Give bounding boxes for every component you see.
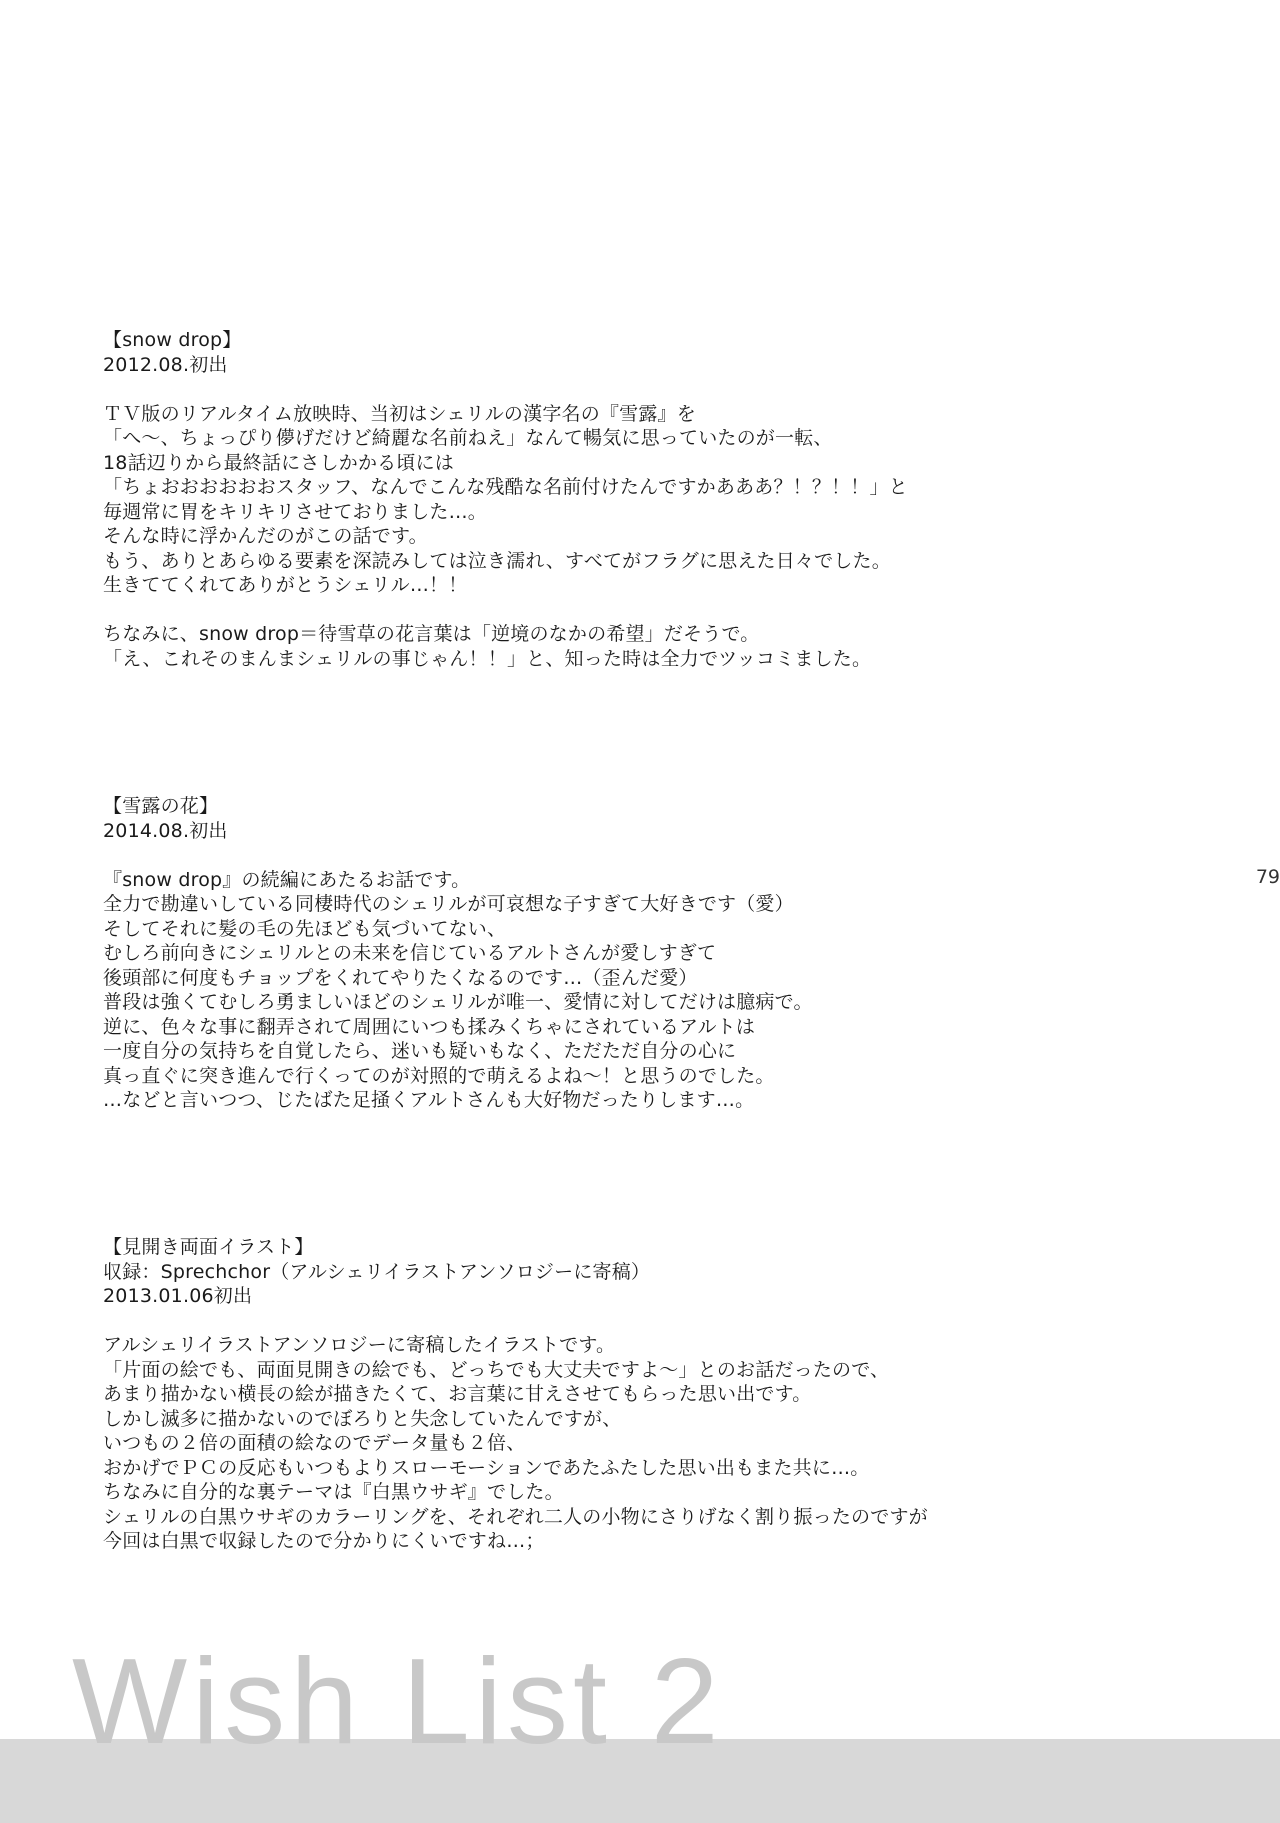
body-text-line: ちなみに、snow drop＝待雪草の花言葉は「逆境のなかの希望」だそうで。 bbox=[103, 623, 760, 645]
body-text-line: 真っ直ぐに突き進んで行くってのが対照的で萌えるよね～！と思うのでした。 bbox=[103, 1064, 775, 1087]
body-text-line: 「片面の絵でも、両面見開きの絵でも、どっちでも大丈夫ですよ～」とのお話だったので、 bbox=[103, 1358, 890, 1381]
body-text-line: 後頭部に何度もチョップをくれてやりたくなるのです…（歪んだ愛） bbox=[103, 966, 698, 989]
body-text-line: むしろ前向きにシェリルとの未来を信じているアルトさんが愛しすぎて bbox=[103, 942, 717, 964]
body-text-line: そんな時に浮かんだのがこの話です。 bbox=[103, 525, 428, 547]
section-title: 【見開き両面イラスト】 bbox=[103, 1236, 314, 1258]
page-number: 79 bbox=[1255, 866, 1280, 888]
body-text-line: 普段は強くてむしろ勇ましいほどのシェリルが唯一、愛情に対してだけは臆病で。 bbox=[103, 991, 813, 1013]
paragraph-gap bbox=[103, 598, 1103, 623]
afterword-section-mihiraki-illust bbox=[103, 1235, 1103, 1554]
body-text-line: シェリルの白黒ウサギのカラーリングを、それぞれ二人の小物にさりげなく割り振ったのですが bbox=[103, 1505, 928, 1528]
body-text-line: あまり描かない横長の絵が描きたくて、お言葉に甘えさせてもらった思い出です。 bbox=[103, 1383, 812, 1405]
paragraph-gap bbox=[103, 1309, 1103, 1334]
body-text-line: ちなみに自分的な裏テーマは『白黒ウサギ』でした。 bbox=[103, 1481, 564, 1503]
paragraph-gap bbox=[103, 377, 1103, 402]
section-meta-line: 収録：Sprechchor（アルシェリイラストアンソロジーに寄稿） bbox=[103, 1260, 651, 1283]
body-text-line: 「え、これそのまんまシェリルの事じゃん！！」と、知った時は全力でツッコミました。 bbox=[103, 647, 872, 670]
paragraph-gap bbox=[103, 843, 1103, 868]
body-text-line: 逆に、色々な事に翻弄されて周囲にいつも揉みくちゃにされているアルトは bbox=[103, 1015, 756, 1038]
footer-title: Wish List 2 bbox=[72, 1633, 724, 1769]
afterword-section-yuki-tsuyu-no-hana bbox=[103, 794, 1103, 1113]
body-text-line: 一度自分の気持ちを自覚したら、迷いも疑いもなく、ただただ自分の心に bbox=[103, 1040, 737, 1062]
body-text-line: そしてそれに髪の毛の先ほども気づいてない、 bbox=[103, 917, 507, 940]
section-title: 【snow drop】 bbox=[103, 329, 242, 351]
body-text-line: しかし滅多に描かないのでぼろりと失念していたんですが、 bbox=[103, 1407, 622, 1430]
body-text-line: 「ちょおおおおおおスタッフ、なんでこんな残酷な名前付けたんですかあああ？！？！！」と bbox=[103, 476, 908, 498]
body-text-line: いつもの２倍の面積の絵なのでデータ量も２倍、 bbox=[103, 1432, 526, 1454]
body-text-line: おかげでＰＣの反応もいつもよりスローモーションであたふたした思い出もまた共に…。 bbox=[103, 1456, 870, 1479]
body-text-line: 「へ～、ちょっぴり儚げだけど綺麗な名前ねえ」なんて暢気に思っていたのが一転、 bbox=[103, 427, 833, 449]
afterword-section-snow-drop bbox=[103, 328, 1103, 671]
body-text-line: 今回は白黒で収録したので分かりにくいですね…； bbox=[103, 1530, 545, 1552]
body-text-line: 全力で勘違いしている同棲時代のシェリルが可哀想な子すぎて大好きです（愛） bbox=[103, 893, 794, 915]
section-meta-line: 2013.01.06初出 bbox=[103, 1285, 253, 1307]
body-text-line: …などと言いつつ、じたばた足掻くアルトさんも大好物だったりします…。 bbox=[103, 1089, 755, 1111]
section-title: 【雪露の花】 bbox=[103, 795, 219, 817]
body-text-line: 『snow drop』の続編にあたるお話です。 bbox=[103, 868, 471, 891]
body-text-line: もう、ありとあらゆる要素を深読みしては泣き濡れ、すべてがフラグに思えた日々でした。 bbox=[103, 549, 891, 572]
section-meta-line: 2014.08.初出 bbox=[103, 819, 228, 842]
body-text-line: 18話辺りから最終話にさしかかる頃には bbox=[103, 451, 454, 474]
body-text-line: 毎週常に胃をキリキリさせておりました…。 bbox=[103, 500, 488, 523]
body-text-line: ＴＶ版のリアルタイム放映時、当初はシェリルの漢字名の『雪露』を bbox=[103, 402, 696, 425]
section-meta-line: 2012.08.初出 bbox=[103, 353, 228, 376]
body-text-line: 生きててくれてありがとうシェリル…！！ bbox=[103, 574, 468, 596]
body-text-line: アルシェリイラストアンソロジーに寄稿したイラストです。 bbox=[103, 1334, 616, 1356]
